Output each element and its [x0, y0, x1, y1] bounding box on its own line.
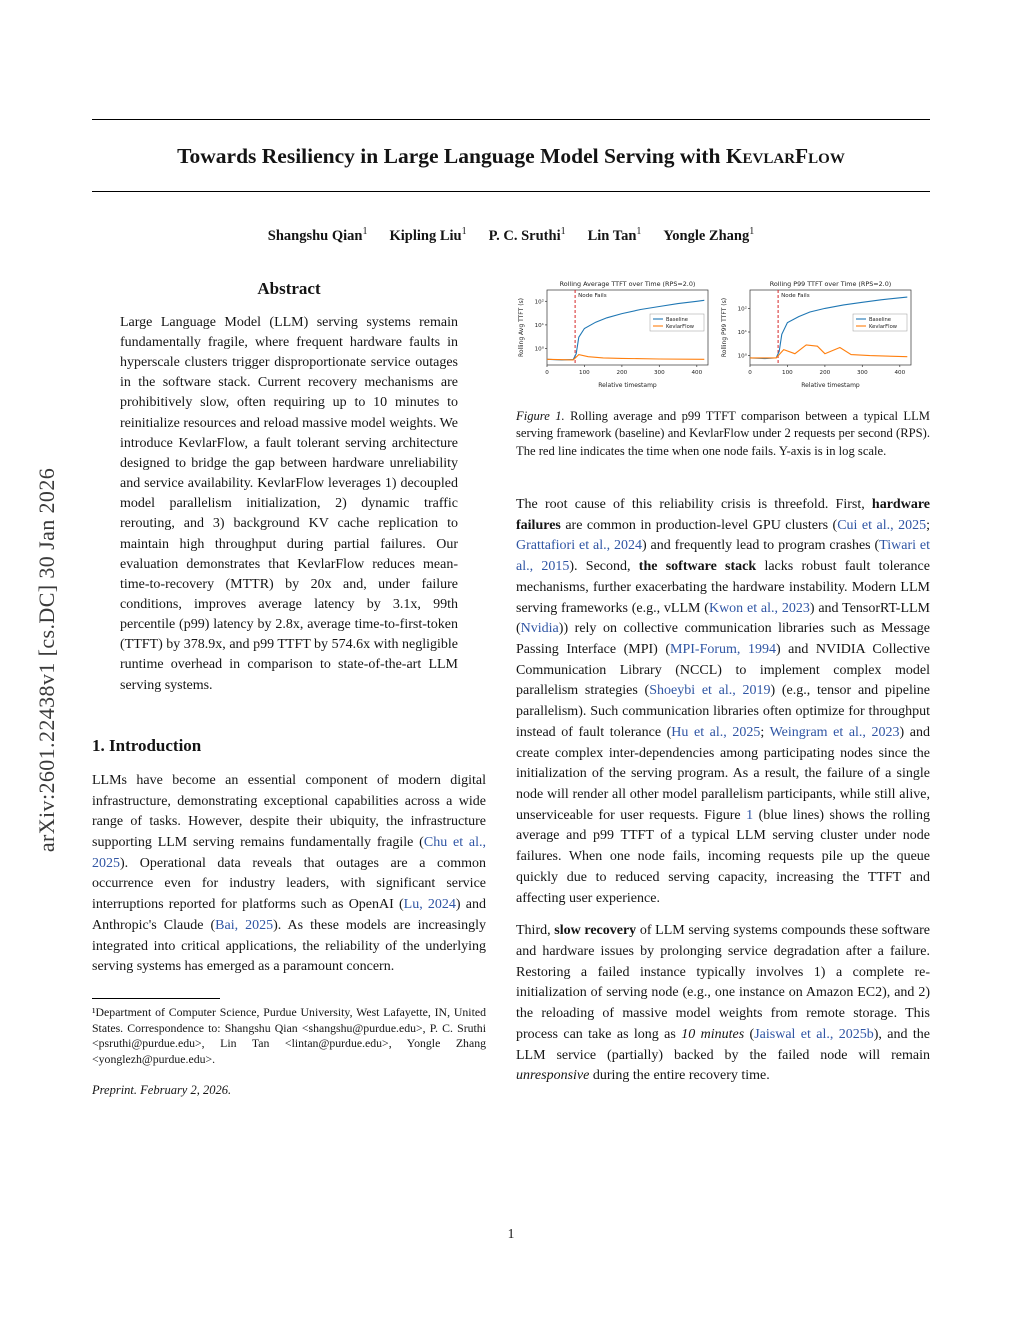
two-column-body	[92, 277, 930, 1098]
svg-text:10¹: 10¹	[534, 322, 544, 329]
body-paragraph-1: The root cause of this reliability crisis is threefold. First, hardware failures are common in production-level GPU clusters (Cui et al., 2025; Grattafiori et al., 2024) and frequently lead to program crashes (Tiwari et al., 2015). Second, the software stack lacks robust fault tolerance mechanisms, further exacerbating the hardware instability. Modern LLM serving frameworks (e.g., vLLM (Kwon et al., 2023) and TensorRT-LLM (Nvidia)) rely on collective communication libraries such as Message Passing Interface (MPI) (MPI-Forum, 1994) and NVIDIA Collective Communication Library (NCCL) to implement complex model parallelism strategies (Shoeybi et al., 2019) (e.g., tensor and pipeline parallelism). Such communication libraries often optimize for throughput instead of fault tolerance (Hu et al., 2025; Weingram et al., 2023) and create complex inter-dependencies among participating nodes since the initialization of the serving program. As a result, the failure of a single node will render all other model parallelism participants, while still alive, unserviceable for user requests. Figure 1 (blue lines) shows the rolling average and p99 TTFT of a typical LLM serving cluster under node failures. When one node fails, incoming requests pile up the queue quickly due to reduced serving capacity, increasing the TTFT and affecting user experience.	[516, 496, 931, 906]
citation-link[interactable]: Lu, 2024	[403, 897, 456, 913]
svg-text:0: 0	[545, 369, 549, 376]
title-rule	[92, 191, 930, 192]
svg-text:100: 100	[782, 369, 793, 376]
body-paragraph-2: Third, slow recovery of LLM serving systems compounds these software and hardware issues by prolonging service degradation after a failure. Restoring a failed instance typically involves 1) a complete re-initialization of serving node (e.g., one instance on Amazon EC2), and 2) the reloading of massive model weights from remote storage. This process can take as long as 10 minutes (Jaiswal et al., 2025b), and the LLM service (partially) backed by the failed node will remain unresponsive during the entire recovery time.	[516, 923, 931, 1084]
preprint-note: Preprint. February 2, 2026.	[92, 1083, 232, 1098]
footnote-text: ¹Department of Computer Science, Purdue University, West Lafayette, IN, United States. Correspondence to: Shangshu Qian <shangshu@purdue.edu>, P. C. Sruthi <psruthi@purdue.edu>, Lin Tan <lintan@purdue.edu>, Yongle Zhang <yonglezh@purdue.edu>.	[92, 1004, 486, 1066]
title-system-name: KevlarFlow	[725, 144, 845, 168]
svg-text:400: 400	[894, 369, 906, 376]
figure-1	[516, 277, 930, 395]
citation-link[interactable]: Cui et al., 2025	[837, 517, 927, 533]
svg-text:0: 0	[748, 369, 752, 376]
citation-link[interactable]: Jaiswal et al., 2025b	[754, 1026, 874, 1042]
svg-text:Rolling Average TTFT over Time: Rolling Average TTFT over Time (RPS=2.0)	[559, 279, 696, 288]
svg-text:200: 200	[616, 369, 628, 376]
svg-text:300: 300	[653, 369, 665, 376]
svg-text:Baseline: Baseline	[869, 316, 891, 323]
citation-link[interactable]: Shoeybi et al., 2019	[649, 683, 771, 699]
svg-text:100: 100	[579, 369, 590, 376]
svg-text:400: 400	[691, 369, 703, 376]
svg-text:Node Fails: Node Fails	[781, 292, 810, 299]
author: P. C. Sruthi$^1$	[488, 226, 566, 244]
svg-text:10²: 10²	[534, 299, 544, 306]
section-heading-introduction: 1. Introduction	[92, 735, 202, 755]
svg-text:Rolling P99 TTFT (s): Rolling P99 TTFT (s)	[721, 297, 728, 357]
paper-content	[92, 0, 931, 1241]
author: Kipling Liu$^1$	[389, 226, 467, 244]
citation-link[interactable]: MPI-Forum, 1994	[670, 641, 776, 657]
svg-text:10¹: 10¹	[737, 329, 747, 336]
citation-link[interactable]: Weingram et al., 2023	[769, 724, 900, 740]
abstract-text: Large Language Model (LLM) serving systems remain fundamentally fragile, where frequent hardware faults in hyperscale clusters trigger disproportionate service outages in the software stack. Current recovery mechanisms are prohibitively slow, often requiring up to 10 minutes to reinitialize resources and reload massive model weights. We introduce KevlarFlow, a fault tolerant serving architecture designed to bridge the gap between hardware unreliability and service availability. KevlarFlow leverages 1) decoupled model parallelism initialization, 2) dynamic traffic rerouting, and 3) background KV cache replication to maintain high throughput during partial failures. Our evaluation demonstrates that KevlarFlow reduces mean-time-to-recovery (MTTR) by 20x and, under failure conditions, improves average latency by 3.1x, 99th percentile (p99) latency by 2.8x, average time-to-first-token (TTFT) by 378.9x, and p99 TTFT by 574.6x with negligible runtime overhead in comparison to state-of-the-art LLM serving systems.	[120, 314, 458, 693]
svg-text:Rolling Avg TTFT (s): Rolling Avg TTFT (s)	[518, 297, 525, 357]
page-number: 1	[507, 1226, 515, 1241]
arxiv-watermark: arXiv:2601.22438v1 [cs.DC] 30 Jan 2026	[34, 467, 59, 853]
figure-caption: Figure 1. Rolling average and p99 TTFT comparison between a typical LLM serving framework (baseline) and KevlarFlow under 2 requests per second (RPS). The red line indicates the time when one node fails. Y-axis is in log scale.	[516, 408, 931, 458]
authors	[92, 226, 930, 245]
svg-text:300: 300	[856, 369, 868, 376]
title-main: Towards Resiliency in Large Language Model Serving with	[177, 144, 726, 168]
svg-text:Baseline: Baseline	[666, 316, 688, 323]
svg-text:10⁰: 10⁰	[737, 353, 747, 360]
svg-text:KevlarFlow: KevlarFlow	[869, 323, 897, 330]
abstract-heading: Abstract	[257, 278, 321, 298]
svg-text:10²: 10²	[737, 306, 747, 313]
svg-text:Rolling P99 TTFT over Time (RP: Rolling P99 TTFT over Time (RPS=2.0)	[769, 279, 892, 288]
svg-text:200: 200	[819, 369, 831, 376]
citation-link[interactable]: Tiwari et al., 2015	[516, 538, 930, 575]
left-column	[92, 277, 486, 1098]
chart-rolling-avg-ttft	[516, 277, 713, 395]
author: Yongle Zhang$^1$	[663, 226, 755, 244]
right-column	[516, 277, 930, 1098]
top-rule	[92, 119, 930, 120]
intro-paragraph: LLMs have become an essential component of modern digital infrastructure, demonstrating exceptional capabilities across a wide range of tasks. However, despite their ubiquity, the infrastructure supporting LLM serving remains fundamentally fragile (Chu et al., 2025). Operational data reveals that outages are a common occurrence even for industry leaders, with significant service interruptions reported for platforms such as OpenAI (Lu, 2024) and Anthropic's Claude (Bai, 2025). As these models are increasingly integrated into critical applications, the reliability of the underlying serving systems has emerged as a paramount concern.	[92, 772, 487, 975]
paper-title	[92, 144, 930, 169]
citation-link[interactable]: 1	[746, 807, 754, 823]
chart-rolling-p99-ttft	[719, 277, 916, 395]
author: Shangshu Qian$^1$	[267, 226, 368, 244]
svg-text:KevlarFlow: KevlarFlow	[666, 323, 694, 330]
citation-link[interactable]: Bai, 2025	[215, 917, 274, 933]
citation-link[interactable]: Kwon et al., 2023	[708, 600, 810, 616]
citation-link[interactable]: Hu et al., 2025	[671, 724, 761, 740]
citation-link[interactable]: Chu et al., 2025	[92, 834, 487, 871]
footnote-rule	[92, 998, 220, 999]
svg-text:Relative timestamp: Relative timestamp	[598, 381, 657, 389]
citation-link[interactable]: Nvidia	[520, 621, 559, 637]
svg-text:Node Fails: Node Fails	[578, 292, 607, 299]
citation-link[interactable]: Grattafiori et al., 2024	[516, 538, 642, 554]
svg-text:Relative timestamp: Relative timestamp	[801, 381, 860, 389]
svg-text:10⁰: 10⁰	[534, 346, 544, 353]
author: Lin Tan$^1$	[587, 226, 642, 244]
